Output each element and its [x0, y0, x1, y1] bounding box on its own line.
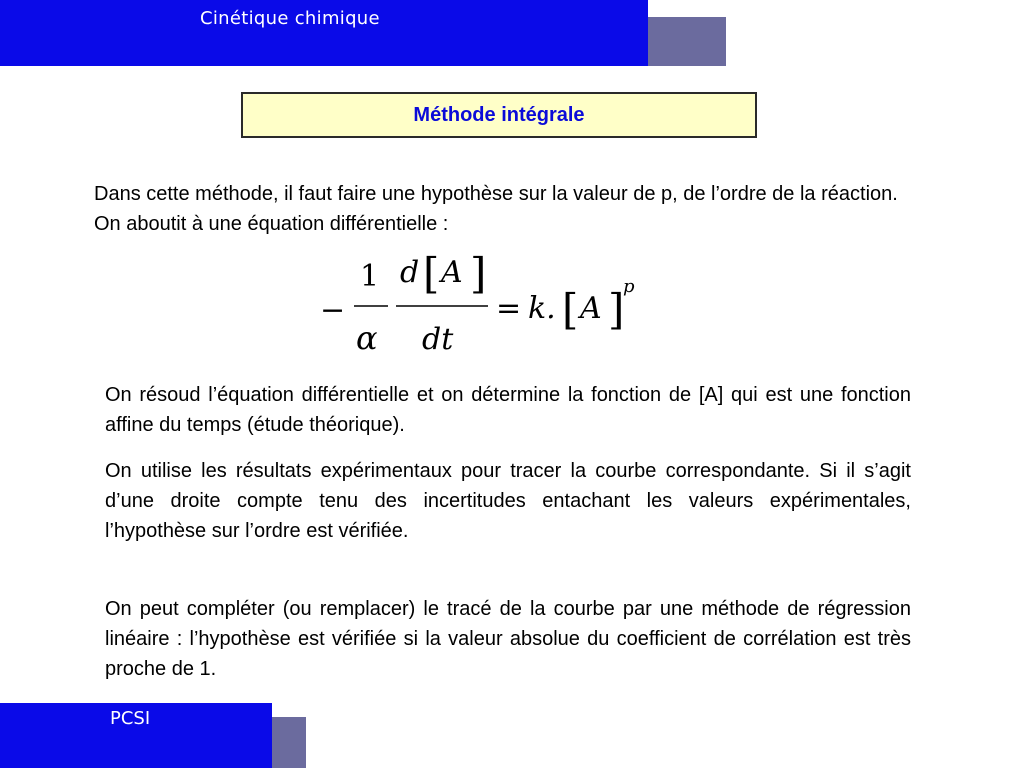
equation-dt: dt [422, 322, 454, 357]
equation-numerator-d: d [400, 255, 420, 290]
intro-paragraph: Dans cette méthode, il faut faire une hypothèse sur la valeur de p, de l’ordre de la réaction. On aboutit à une équation différentielle : [94, 183, 898, 235]
paragraph-regression: On peut compléter (ou remplacer) le tracé de la courbe par une méthode de régression linéaire : l’hypothèse est vérifiée si la valeur absolue du coefficient de corrélation est très proche de 1. [105, 598, 911, 680]
footer-label: PCSI [110, 708, 151, 729]
slide-title-box [241, 92, 757, 138]
equation-minus: − [320, 293, 346, 328]
equation-numerator-one: 1 [360, 259, 380, 294]
header-accent-block [648, 17, 726, 66]
equation-var-a-2: A [580, 291, 602, 326]
header-title: Cinétique chimique [200, 8, 380, 29]
equation-bracket-close-1: ] [470, 249, 487, 298]
paragraph-experimental: On utilise les résultats expérimentaux pour tracer la courbe correspondante. Si il s’agit d’une droite compte tenu des incertitudes entachant les valeurs expérimentales, l’hypothèse sur l’ordre est vérifiée. [105, 460, 911, 542]
equation-alpha: α [356, 319, 378, 357]
equation-equals: = [496, 291, 522, 326]
equation-bracket-close-2: ] [608, 285, 625, 334]
rate-equation [318, 246, 648, 358]
equation-exponent-p: p [623, 276, 635, 297]
slide-title: Méthode intégrale [413, 103, 585, 126]
footer-accent-block [272, 717, 306, 768]
equation-bracket-open-2: [ [562, 285, 579, 334]
paragraph-resolution: On résoud l’équation différentielle et on détermine la fonction de [A] qui est une fonction affine du temps (étude théorique). [105, 384, 911, 436]
equation-bracket-open-1: [ [423, 249, 440, 298]
equation-k: k. [528, 291, 556, 326]
equation-var-a-1: A [441, 255, 463, 290]
